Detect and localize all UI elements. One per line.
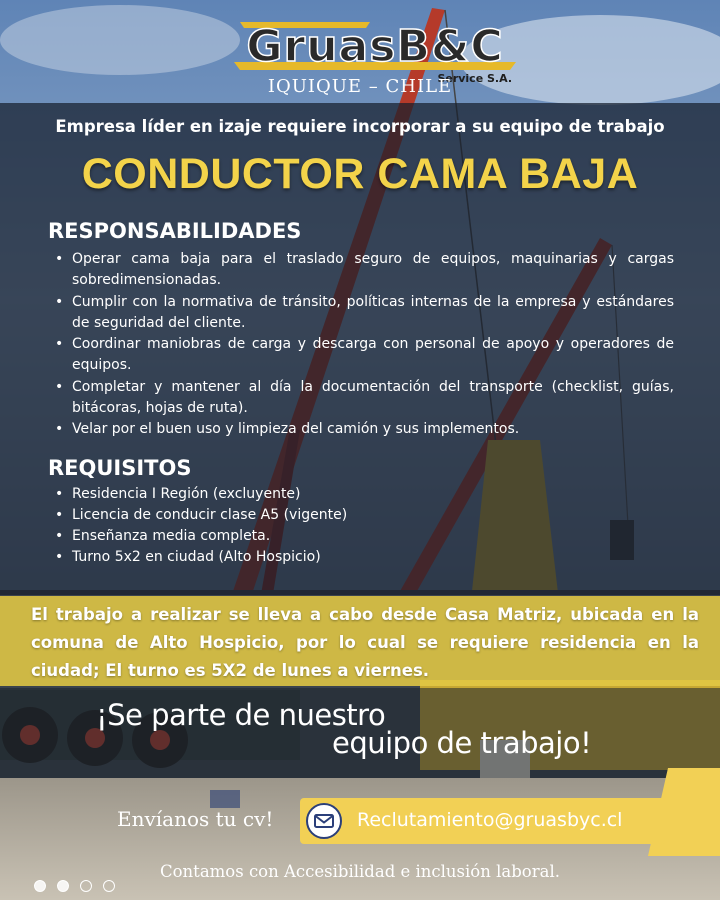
cta-headline-line2: equipo de trabajo! bbox=[332, 726, 592, 760]
carousel-pager bbox=[34, 880, 124, 896]
list-item: • Turno 5x2 en ciudad (Alto Hospicio) bbox=[50, 547, 674, 568]
pager-dot[interactable] bbox=[103, 880, 115, 892]
list-item: • Enseñanza media completa. bbox=[50, 526, 674, 547]
list-item: • Licencia de conducir clase A5 (vigente) bbox=[50, 505, 674, 526]
cta-headline-line1: ¡Se parte de nuestro bbox=[96, 698, 386, 732]
job-title: CONDUCTOR CAMA BAJA bbox=[81, 150, 639, 198]
pager-dot[interactable] bbox=[34, 880, 46, 892]
send-cv-label: Envíanos tu cv! bbox=[117, 807, 274, 831]
list-item: • Residencia I Región (excluyente) bbox=[50, 484, 674, 505]
requirements-list bbox=[50, 484, 674, 568]
pager-dot[interactable] bbox=[57, 880, 69, 892]
company-logo bbox=[230, 18, 520, 85]
responsibilities-heading: RESPONSABILIDADES bbox=[48, 219, 302, 243]
logo-subtext: Service S.A. bbox=[437, 72, 512, 85]
inclusion-note: Contamos con Accesibilidad e inclusión laboral. bbox=[160, 862, 560, 881]
pager-dot[interactable] bbox=[80, 880, 92, 892]
intro-text: Empresa líder en izaje requiere incorporar a su equipo de trabajo bbox=[55, 117, 665, 136]
list-item: • Operar cama baja para el traslado seguro de equipos, maquinarias y cargas sobredimensionadas. bbox=[50, 249, 674, 291]
logo-wordmark: GruasB&C bbox=[246, 21, 504, 72]
list-item: • Coordinar maniobras de carga y descarga con personal de apoyo y operadores de equipos. bbox=[50, 334, 674, 376]
requirements-heading: REQUISITOS bbox=[48, 456, 192, 480]
mail-icon bbox=[306, 803, 342, 839]
company-city: IQUIQUE – CHILE bbox=[267, 76, 453, 97]
email-address[interactable]: Reclutamiento@gruasbyc.cl bbox=[357, 809, 623, 831]
list-item: • Cumplir con la normativa de tránsito, políticas internas de la empresa y estándares de seguridad del cliente. bbox=[50, 292, 674, 334]
responsibilities-list bbox=[50, 249, 674, 441]
list-item: • Completar y mantener al día la documentación del transporte (checklist, guías, bitácoras, hojas de ruta). bbox=[50, 377, 674, 419]
location-banner-text: El trabajo a realizar se lleva a cabo desde Casa Matriz, ubicada en la comuna de Alto Hospicio, por lo cual se requiere residencia en la ciudad; El turno es 5X2 de lunes a viernes. bbox=[31, 605, 699, 680]
list-item: • Velar por el buen uso y limpieza del camión y sus implementos. bbox=[50, 419, 674, 440]
